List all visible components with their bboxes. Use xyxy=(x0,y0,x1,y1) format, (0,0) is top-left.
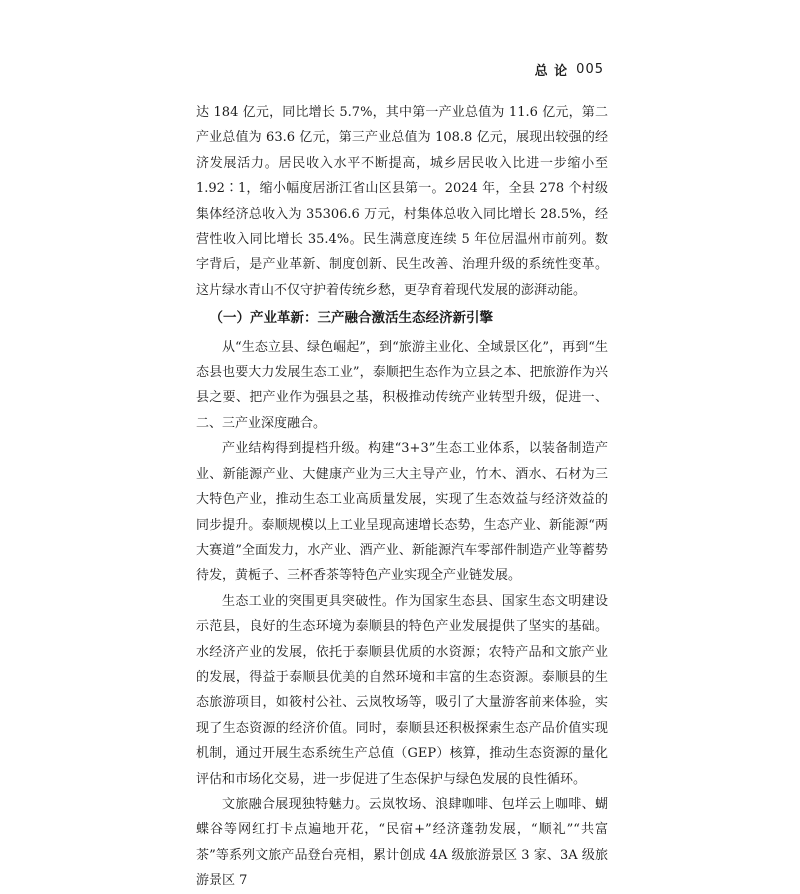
running-header xyxy=(535,60,604,79)
body-text xyxy=(196,100,608,894)
section-heading: （一）产业革新：三产融合激活生态经济新引擎 xyxy=(209,310,493,327)
paragraph: 产业结构得到提档升级。构建“3+3”生态工业体系，以装备制造产业、新能源产业、大健康产业为三大主导产业，竹木、酒水、石材为三大特色产业，推动生态工业高质量发展，实现了生态效益与经济效益的同步提升。泰顺规模以上工业呈现高速增长态势，生态产业、新能源“两大赛道”全面发力，水产业、酒产业、新能源汽车零部件制造产业等蓄势待发，黄栀子、三杯香茶等特色产业实现全产业链发展。 xyxy=(196,441,608,584)
section-title: 总 论 xyxy=(534,64,569,79)
paragraph: 文旅融合展现独特魅力。云岚牧场、浪肆咖啡、包垟云上咖啡、蝴蝶谷等网红打卡点遍地开花，“民宿+”经济蓬勃发展，“顺礼”“共富茶”等系列文旅产品登台亮相，累计创成 4A 级旅游景区 3 家、3A 级旅游景区 7 xyxy=(196,796,608,889)
paragraph: 从“生态立县、绿色崛起”，到“旅游主业化、全域景区化”，再到“生态县也要大力发展生态工业”，泰顺把生态作为立县之本、把旅游作为兴县之要、把产业作为强县之基，积极推动传统产业转型升级，促进一、二、三产业深度融合。 xyxy=(196,339,608,431)
paragraph: 生态工业的突围更具突破性。作为国家生态县、国家生态文明建设示范县，良好的生态环境为泰顺县的特色产业发展提供了坚实的基础。水经济产业的发展，依托于泰顺县优质的水资源；农特产品和文旅产业的发展，得益于泰顺县优美的自然环境和丰富的生态资源。泰顺县的生态旅游项目，如筱村公社、云岚牧场等，吸引了大量游客前来体验，实现了生态资源的经济价值。同时，泰顺县还积极探索生态产品价值实现机制，通过开展生态系统生产总值（GEP）核算，推动生态资源的量化评估和市场化交易，进一步促进了生态保护与绿色发展的良性循环。 xyxy=(196,593,608,787)
paragraph-continued: 达 184 亿元，同比增长 5.7%，其中第一产业总值为 11.6 亿元，第二产业总值为 63.6 亿元，第三产业总值为 108.8 亿元，展现出较强的经济发展活力。居民收入水平不断提高，城乡居民收入比进一步缩小至 1.92∶1，缩小幅度居浙江省山区县第一。2024 年，全县 278 个村级集体经济总收入为 35306.6 万元，村集体总收入同比增长 28.5%，经营性收入同比增长 35.4%。民生满意度连续 5 年位居温州市前列。数字背后，是产业革新、制度创新、民生改善、治理升级的系统性变革。这片绿水青山不仅守护着传统乡愁，更孕育着现代发展的澎湃动能。 xyxy=(196,105,608,298)
page-number: 005 xyxy=(576,62,604,77)
